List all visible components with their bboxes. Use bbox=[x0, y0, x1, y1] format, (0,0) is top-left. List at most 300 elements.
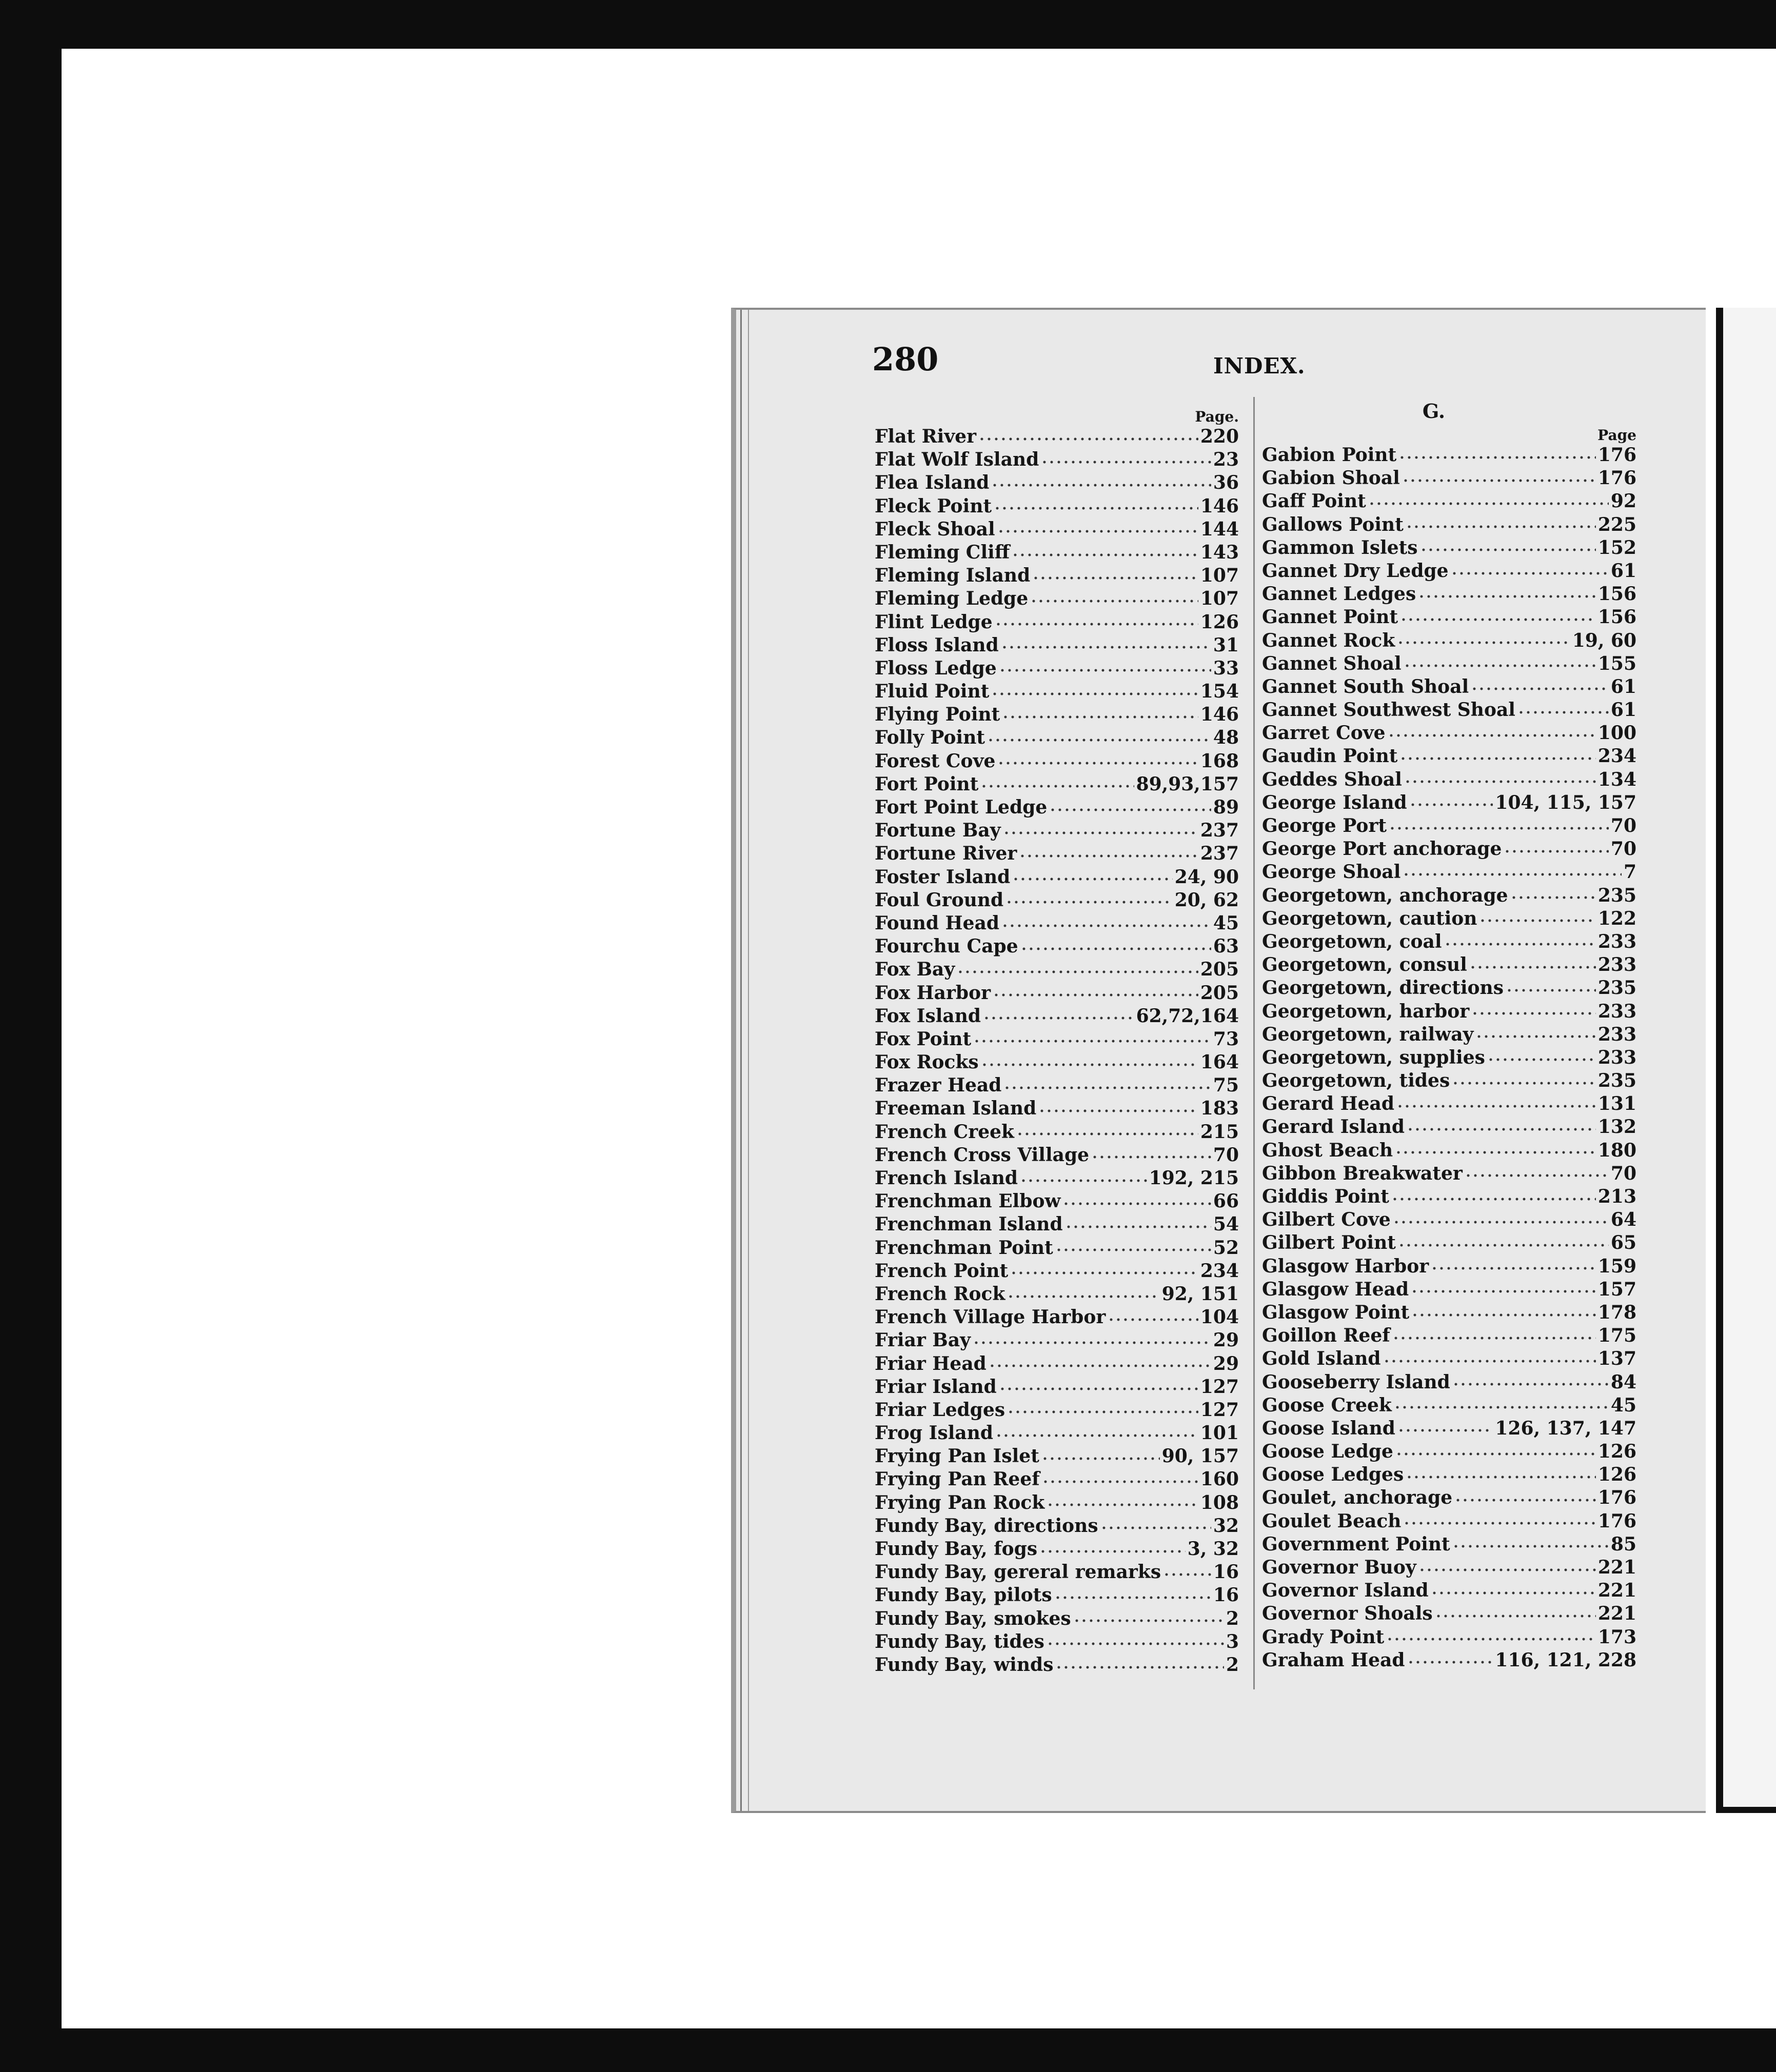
index-entry bbox=[1262, 490, 1636, 513]
entry-name: George Island bbox=[1262, 791, 1407, 813]
entry-pages: 215 bbox=[1200, 1121, 1239, 1143]
index-entry bbox=[1262, 1092, 1636, 1115]
index-entry bbox=[1262, 629, 1636, 652]
entry-pages: 126, 137, 147 bbox=[1495, 1417, 1636, 1439]
index-entry bbox=[1262, 513, 1636, 536]
index-entry bbox=[875, 1607, 1239, 1630]
dot-leader bbox=[1392, 1328, 1596, 1344]
dot-leader bbox=[999, 661, 1211, 676]
index-entry bbox=[875, 1538, 1239, 1561]
index-entry bbox=[875, 773, 1239, 796]
entry-name: Frazer Head bbox=[875, 1074, 1002, 1097]
index-entry bbox=[875, 1237, 1239, 1260]
entry-name: Gaudin Point bbox=[1262, 745, 1398, 767]
entry-pages: 233 bbox=[1597, 1046, 1636, 1068]
index-entry bbox=[1262, 1255, 1636, 1278]
entry-name: Fox Rocks bbox=[875, 1051, 979, 1073]
dot-leader bbox=[1047, 1495, 1198, 1510]
entry-pages: 237 bbox=[1200, 820, 1239, 842]
index-entry bbox=[875, 1306, 1239, 1329]
index-entry bbox=[1262, 1162, 1636, 1185]
entry-pages: 233 bbox=[1597, 930, 1636, 952]
dot-leader bbox=[1431, 1259, 1596, 1274]
entry-name: Gibbon Breakwater bbox=[1262, 1162, 1463, 1184]
dot-leader bbox=[1471, 1004, 1596, 1019]
index-entry bbox=[1262, 814, 1636, 838]
entry-pages: 63 bbox=[1213, 935, 1239, 958]
index-entry bbox=[1262, 1301, 1636, 1324]
entry-pages: 160 bbox=[1200, 1468, 1239, 1490]
entry-pages: 173 bbox=[1597, 1626, 1636, 1648]
index-entry bbox=[875, 587, 1239, 610]
index-entry bbox=[1262, 1602, 1636, 1625]
index-entry bbox=[1262, 652, 1636, 675]
dot-leader bbox=[1007, 1402, 1198, 1418]
dot-leader bbox=[1073, 1611, 1224, 1626]
entry-name: Gabion Point bbox=[1262, 444, 1397, 466]
column-header bbox=[875, 400, 1239, 425]
entry-name: Fox Harbor bbox=[875, 982, 991, 1004]
entry-name: George Shoal bbox=[1262, 861, 1401, 883]
dot-leader bbox=[994, 499, 1198, 514]
index-entry bbox=[875, 634, 1239, 657]
index-entry bbox=[1262, 838, 1636, 861]
entry-name: Government Point bbox=[1262, 1533, 1450, 1555]
index-entry bbox=[875, 796, 1239, 819]
dot-leader bbox=[1108, 1310, 1198, 1325]
dot-leader bbox=[987, 730, 1211, 746]
entry-pages: 101 bbox=[1200, 1422, 1239, 1444]
entry-name: Flea Island bbox=[875, 472, 990, 494]
entry-name: French Rock bbox=[875, 1283, 1005, 1305]
entry-name: Goose Creek bbox=[1262, 1394, 1392, 1416]
index-entry bbox=[875, 448, 1239, 471]
index-entry bbox=[875, 1028, 1239, 1051]
index-entry bbox=[875, 866, 1239, 889]
index-entry bbox=[875, 982, 1239, 1005]
index-entry bbox=[875, 1468, 1239, 1491]
entry-pages: 159 bbox=[1597, 1255, 1636, 1277]
entry-name: Georgetown, harbor bbox=[1262, 1000, 1470, 1022]
index-entry bbox=[875, 1074, 1239, 1097]
scan-border-bottom bbox=[0, 2028, 1776, 2072]
dot-leader bbox=[1020, 1171, 1147, 1186]
entry-name: Friar Ledges bbox=[875, 1399, 1005, 1421]
index-entry bbox=[1262, 1347, 1636, 1370]
index-entry bbox=[1262, 791, 1636, 814]
entry-name: Friar Head bbox=[875, 1352, 986, 1374]
dot-leader bbox=[1100, 1518, 1211, 1533]
index-entry bbox=[875, 1445, 1239, 1468]
dot-leader bbox=[989, 1356, 1211, 1371]
dot-leader bbox=[1411, 1305, 1596, 1321]
entry-pages: 221 bbox=[1597, 1580, 1636, 1602]
index-entry bbox=[875, 1515, 1239, 1538]
dot-leader bbox=[1469, 958, 1596, 973]
entry-name: Found Head bbox=[875, 912, 1000, 934]
entry-name: Gold Island bbox=[1262, 1348, 1381, 1370]
index-entry bbox=[1262, 1440, 1636, 1463]
dot-leader bbox=[1042, 1472, 1198, 1487]
index-entry bbox=[1262, 675, 1636, 699]
entry-pages: 23 bbox=[1213, 449, 1239, 471]
dot-leader bbox=[1487, 1050, 1596, 1065]
dot-leader bbox=[980, 776, 1134, 792]
entry-name: French Cross Village bbox=[875, 1144, 1090, 1166]
entry-name: Goulet Beach bbox=[1262, 1510, 1402, 1532]
entry-name: Gannet Dry Ledge bbox=[1262, 560, 1449, 582]
entry-name: Georgetown, coal bbox=[1262, 930, 1442, 952]
index-entry bbox=[875, 912, 1239, 935]
entry-pages: 126 bbox=[1200, 611, 1239, 633]
index-entry bbox=[875, 1491, 1239, 1515]
entry-name: Gannet Ledges bbox=[1262, 583, 1416, 605]
dot-leader bbox=[1452, 1073, 1596, 1089]
entry-name: Fox Bay bbox=[875, 959, 955, 981]
dot-leader bbox=[1395, 1143, 1596, 1158]
entry-name: Frying Pan Islet bbox=[875, 1445, 1039, 1467]
entry-pages: 61 bbox=[1610, 560, 1636, 582]
entry-pages: 20, 62 bbox=[1174, 889, 1239, 911]
dot-leader bbox=[1003, 1078, 1211, 1093]
dot-leader bbox=[1049, 800, 1211, 815]
index-entry bbox=[875, 471, 1239, 494]
dot-leader bbox=[1517, 703, 1609, 718]
index-entry bbox=[1262, 560, 1636, 583]
entry-name: Folly Point bbox=[875, 727, 985, 749]
entry-pages: 62,72,164 bbox=[1136, 1005, 1239, 1027]
index-entry bbox=[1262, 930, 1636, 953]
dot-leader bbox=[957, 962, 1198, 978]
entry-pages: 213 bbox=[1597, 1186, 1636, 1207]
entry-name: Fundy Bay, gereral remarks bbox=[875, 1561, 1161, 1583]
index-entry bbox=[875, 425, 1239, 448]
dot-leader bbox=[997, 522, 1198, 537]
entry-pages: 3 bbox=[1226, 1630, 1239, 1652]
dot-leader bbox=[1435, 1606, 1596, 1622]
entry-pages: 152 bbox=[1597, 536, 1636, 559]
dot-leader bbox=[1418, 587, 1596, 602]
entry-pages: 45 bbox=[1213, 912, 1239, 934]
entry-pages: 234 bbox=[1597, 745, 1636, 767]
index-entry bbox=[875, 1213, 1239, 1236]
index-entry bbox=[875, 564, 1239, 587]
entry-name: French Village Harbor bbox=[875, 1306, 1106, 1328]
entry-pages: 92, 151 bbox=[1161, 1283, 1239, 1305]
dot-leader bbox=[997, 753, 1198, 769]
entry-pages: 45 bbox=[1610, 1394, 1636, 1416]
index-entry-list bbox=[875, 425, 1239, 1677]
entry-pages: 233 bbox=[1597, 1000, 1636, 1022]
entry-name: Fox Island bbox=[875, 1005, 981, 1027]
entry-pages: 221 bbox=[1597, 1603, 1636, 1625]
dot-leader bbox=[1020, 939, 1211, 954]
entry-pages: 66 bbox=[1213, 1190, 1239, 1212]
entry-name: Garret Cove bbox=[1262, 722, 1386, 744]
dot-leader bbox=[1001, 637, 1211, 653]
entry-name: Ghost Beach bbox=[1262, 1139, 1393, 1161]
dot-leader bbox=[1452, 1374, 1609, 1390]
entry-name: Frog Island bbox=[875, 1422, 994, 1444]
entry-name: Frying Pan Reef bbox=[875, 1468, 1040, 1490]
entry-pages: 127 bbox=[1200, 1399, 1239, 1421]
entry-pages: 235 bbox=[1597, 884, 1636, 906]
index-entry bbox=[1262, 1000, 1636, 1023]
entry-name: George Port bbox=[1262, 815, 1387, 836]
index-entry bbox=[1262, 1115, 1636, 1139]
entry-name: Fundy Bay, tides bbox=[875, 1630, 1044, 1652]
dot-leader bbox=[1039, 1542, 1186, 1557]
entry-name: Fundy Bay, pilots bbox=[875, 1584, 1052, 1606]
dot-leader bbox=[1383, 1351, 1596, 1367]
entry-name: Gerard Head bbox=[1262, 1093, 1395, 1115]
index-entry bbox=[1262, 1069, 1636, 1092]
entry-pages: 221 bbox=[1597, 1557, 1636, 1578]
entry-name: Geddes Shoal bbox=[1262, 768, 1402, 790]
entry-pages: 176 bbox=[1597, 444, 1636, 466]
entry-pages: 70 bbox=[1610, 1162, 1636, 1184]
entry-pages: 154 bbox=[1200, 681, 1239, 703]
entry-name: George Port anchorage bbox=[1262, 838, 1502, 860]
dot-leader bbox=[1065, 1217, 1211, 1232]
entry-name: Fleming Island bbox=[875, 565, 1031, 587]
index-entry bbox=[1262, 1046, 1636, 1069]
index-entry bbox=[875, 1422, 1239, 1445]
index-entry bbox=[875, 1399, 1239, 1422]
entry-pages: 205 bbox=[1200, 959, 1239, 981]
entry-pages: 225 bbox=[1597, 513, 1636, 535]
index-entry bbox=[1262, 467, 1636, 490]
entry-pages: 33 bbox=[1213, 657, 1239, 679]
entry-pages: 178 bbox=[1597, 1301, 1636, 1323]
entry-pages: 176 bbox=[1597, 1487, 1636, 1509]
entry-name: Glasgow Harbor bbox=[1262, 1255, 1429, 1277]
entry-name: Floss Ledge bbox=[875, 657, 997, 679]
dot-leader bbox=[1420, 540, 1596, 555]
index-entry bbox=[1262, 1579, 1636, 1602]
dot-leader bbox=[1003, 823, 1198, 839]
index-entry bbox=[875, 726, 1239, 749]
page-label: Page. bbox=[1195, 408, 1239, 425]
entry-pages: 70 bbox=[1610, 838, 1636, 860]
index-entry bbox=[875, 1329, 1239, 1352]
index-entry bbox=[875, 750, 1239, 773]
entry-pages: 175 bbox=[1597, 1325, 1636, 1347]
entry-name: Flat Wolf Island bbox=[875, 449, 1039, 471]
book-page bbox=[731, 308, 1706, 1813]
dot-leader bbox=[1407, 1652, 1493, 1668]
dot-leader bbox=[1041, 1449, 1160, 1464]
entry-name: Georgetown, anchorage bbox=[1262, 884, 1508, 906]
dot-leader bbox=[1409, 795, 1493, 810]
dot-leader bbox=[1019, 846, 1198, 862]
entry-name: Georgetown, caution bbox=[1262, 907, 1477, 929]
index-column-right bbox=[1262, 400, 1636, 1672]
entry-pages: 65 bbox=[1610, 1232, 1636, 1254]
index-entry bbox=[1262, 977, 1636, 1000]
entry-name: Fundy Bay, directions bbox=[875, 1515, 1098, 1537]
entry-pages: 183 bbox=[1200, 1098, 1239, 1120]
entry-name: Georgetown, railway bbox=[1262, 1023, 1474, 1045]
entry-name: Gannet Point bbox=[1262, 606, 1398, 628]
entry-pages: 108 bbox=[1200, 1491, 1239, 1513]
entry-name: Flying Point bbox=[875, 704, 1000, 726]
dot-leader bbox=[1012, 545, 1198, 561]
entry-name: Fundy Bay, winds bbox=[875, 1653, 1054, 1676]
dot-leader bbox=[1397, 633, 1570, 648]
entry-name: Forest Cove bbox=[875, 750, 996, 772]
entry-name: Governor Island bbox=[1262, 1580, 1429, 1602]
index-entry bbox=[1262, 745, 1636, 768]
dot-leader bbox=[1404, 656, 1596, 671]
dot-leader bbox=[1054, 1588, 1211, 1603]
dot-leader bbox=[1016, 1124, 1198, 1140]
entry-name: French Point bbox=[875, 1260, 1009, 1282]
entry-pages: 107 bbox=[1200, 588, 1239, 610]
section-letter: G. bbox=[1422, 400, 1446, 423]
entry-name: Gannet Rock bbox=[1262, 629, 1395, 651]
dot-leader bbox=[1395, 1444, 1596, 1460]
entry-name: Governor Shoals bbox=[1262, 1603, 1433, 1625]
entry-name: Flint Ledge bbox=[875, 611, 993, 633]
entry-name: Glasgow Head bbox=[1262, 1278, 1409, 1300]
dot-leader bbox=[993, 985, 1198, 1001]
entry-pages: 92 bbox=[1610, 490, 1636, 512]
entry-name: Gammon Islets bbox=[1262, 536, 1418, 559]
entry-pages: 134 bbox=[1597, 768, 1636, 790]
dot-leader bbox=[1030, 591, 1198, 607]
entry-name: French Island bbox=[875, 1167, 1018, 1189]
index-entry bbox=[1262, 444, 1636, 467]
dot-leader bbox=[1506, 981, 1596, 996]
entry-pages: 176 bbox=[1597, 1510, 1636, 1532]
dot-leader bbox=[1398, 448, 1596, 463]
index-entry bbox=[1262, 1278, 1636, 1301]
entry-pages: 155 bbox=[1597, 652, 1636, 674]
index-entry bbox=[1262, 1139, 1636, 1162]
entry-name: Glasgow Point bbox=[1262, 1301, 1410, 1323]
index-entry bbox=[1262, 606, 1636, 629]
index-entry bbox=[875, 819, 1239, 842]
entry-name: Gannet Shoal bbox=[1262, 652, 1402, 674]
entry-name: Friar Island bbox=[875, 1376, 997, 1398]
entry-pages: 235 bbox=[1597, 1070, 1636, 1092]
dot-leader bbox=[1398, 1236, 1609, 1251]
dot-leader bbox=[1444, 934, 1596, 950]
dot-leader bbox=[1411, 1282, 1596, 1297]
index-entry bbox=[1262, 953, 1636, 977]
dot-leader bbox=[1368, 494, 1609, 509]
entry-name: Gerard Island bbox=[1262, 1116, 1405, 1138]
dot-leader bbox=[1418, 1560, 1596, 1576]
entry-pages: 64 bbox=[1610, 1209, 1636, 1231]
index-entry bbox=[1262, 861, 1636, 884]
entry-name: Fleck Shoal bbox=[875, 518, 995, 540]
index-entry bbox=[875, 611, 1239, 634]
index-entry bbox=[875, 842, 1239, 865]
entry-name: Fort Point bbox=[875, 773, 979, 795]
entry-pages: 54 bbox=[1213, 1213, 1239, 1236]
dot-leader bbox=[1399, 749, 1595, 764]
index-entry bbox=[875, 680, 1239, 703]
entry-pages: 157 bbox=[1597, 1278, 1636, 1300]
entry-pages: 84 bbox=[1610, 1371, 1636, 1393]
index-entry bbox=[875, 657, 1239, 680]
entry-name: Goillon Reef bbox=[1262, 1325, 1390, 1347]
index-entry bbox=[1262, 722, 1636, 745]
entry-pages: 146 bbox=[1200, 704, 1239, 726]
entry-pages: 176 bbox=[1597, 467, 1636, 489]
entry-pages: 107 bbox=[1200, 565, 1239, 587]
entry-pages: 122 bbox=[1597, 907, 1636, 929]
entry-pages: 234 bbox=[1200, 1260, 1239, 1282]
entry-name: Foul Ground bbox=[875, 889, 1004, 911]
dot-leader bbox=[1504, 842, 1608, 857]
entry-name: Gooseberry Island bbox=[1262, 1371, 1450, 1393]
dot-leader bbox=[1406, 1467, 1596, 1483]
dot-leader bbox=[1406, 517, 1596, 532]
entry-pages: 89 bbox=[1213, 796, 1239, 818]
dot-leader bbox=[1451, 564, 1609, 579]
index-entry bbox=[875, 1144, 1239, 1167]
entry-name: Fleck Point bbox=[875, 495, 992, 517]
dot-leader bbox=[983, 1008, 1134, 1024]
entry-pages: 16 bbox=[1213, 1561, 1239, 1583]
entry-name: French Creek bbox=[875, 1121, 1014, 1143]
dot-leader bbox=[1465, 1166, 1609, 1181]
scan-border-left bbox=[0, 0, 62, 2072]
dot-leader bbox=[1394, 1398, 1609, 1413]
entry-pages: 137 bbox=[1597, 1348, 1636, 1370]
index-entry bbox=[875, 1561, 1239, 1584]
entry-pages: 19, 60 bbox=[1572, 629, 1636, 651]
entry-name: Frenchman Island bbox=[875, 1213, 1063, 1236]
index-entry bbox=[875, 958, 1239, 981]
dot-leader bbox=[1407, 1120, 1596, 1135]
entry-pages: 220 bbox=[1200, 426, 1239, 447]
dot-leader bbox=[1510, 888, 1596, 903]
index-entry bbox=[1262, 1556, 1636, 1579]
dot-leader bbox=[1397, 1421, 1493, 1436]
dot-leader bbox=[1400, 610, 1596, 625]
dot-leader bbox=[1041, 452, 1211, 468]
dot-leader bbox=[973, 1333, 1211, 1348]
dot-leader bbox=[1452, 1537, 1609, 1552]
index-entry bbox=[1262, 1231, 1636, 1254]
entry-pages: 180 bbox=[1597, 1139, 1636, 1161]
entry-name: Fourchu Cape bbox=[875, 935, 1018, 958]
index-entry bbox=[875, 495, 1239, 518]
entry-name: Georgetown, supplies bbox=[1262, 1046, 1485, 1068]
entry-pages: 205 bbox=[1200, 982, 1239, 1004]
dot-leader bbox=[1163, 1565, 1211, 1580]
index-entry bbox=[1262, 536, 1636, 560]
dot-leader bbox=[1431, 1583, 1596, 1599]
entry-name: Gallows Point bbox=[1262, 513, 1404, 535]
index-entry bbox=[875, 1167, 1239, 1190]
entry-pages: 104 bbox=[1200, 1306, 1239, 1328]
dot-leader bbox=[1388, 726, 1596, 741]
dot-leader bbox=[1403, 1513, 1595, 1529]
index-entry bbox=[1262, 583, 1636, 606]
column-divider bbox=[1253, 397, 1255, 1689]
dot-leader bbox=[991, 684, 1198, 700]
index-entry bbox=[1262, 1533, 1636, 1556]
entry-pages: 143 bbox=[1200, 541, 1239, 563]
entry-name: Frenchman Elbow bbox=[875, 1190, 1061, 1212]
entry-name: Fundy Bay, fogs bbox=[875, 1538, 1038, 1560]
running-head: INDEX. bbox=[1213, 353, 1306, 378]
